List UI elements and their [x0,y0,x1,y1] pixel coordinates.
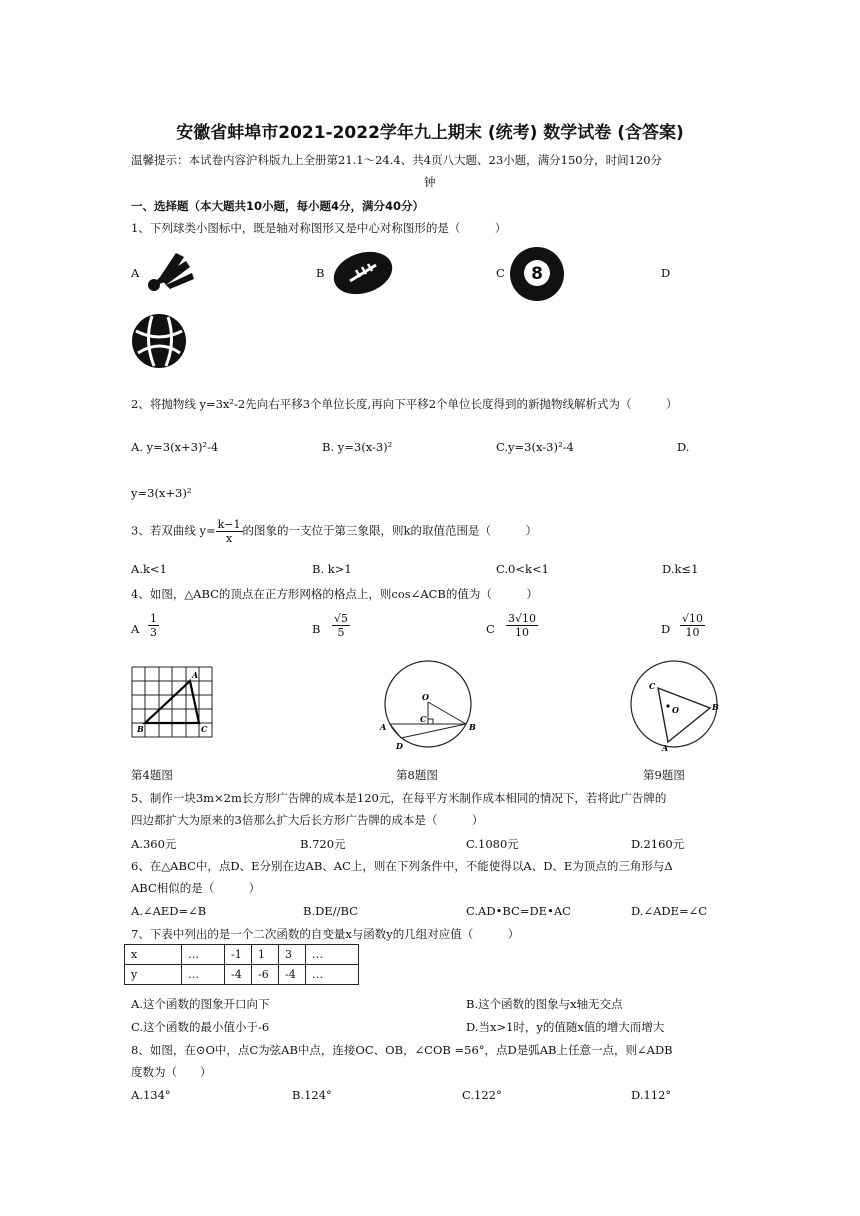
q8-line-1: 8、如图，在⊙O中，点C为弦AB中点，连接OC、OB，∠COB =56°，点D是弧AB上任意一点，则∠ADB [131,1043,673,1057]
q4-b-numerator: √5 [334,612,349,625]
q6-line-2: ABC相似的是（ ） [131,881,261,895]
figure-circle-q9 [624,658,728,754]
table-cell: 3 [279,945,306,965]
caption-fig9: 第9题图 [643,768,685,782]
page-title: 安徽省蚌埠市2021-2022学年九上期末 (统考) 数学试卷 (含答案) [176,123,684,143]
q5-option-d: D.2160元 [631,837,685,851]
q1-label-d: D [661,266,671,280]
q3-fraction-denominator: x [225,532,233,545]
q4-option-a [148,612,159,639]
q3-stem-suffix: 的图象的一支位于第三象限，则k的取值范围是（ ） [242,523,537,538]
q4-option-c [506,612,538,639]
q5-option-b: B.720元 [300,837,346,851]
q8-label-a: A [380,722,387,732]
q2-stem: 2、将抛物线 y=3x²-2先向右平移3个单位长度,再向下平移2个单位长度得到的新抛物线解析式为（ ） [131,397,678,411]
q4-c-denominator: 10 [515,626,529,639]
q7-option-b: B.这个函数的图象与x轴无交点 [466,997,623,1011]
shuttlecock-icon [146,247,198,291]
q3-option-b: B. k>1 [312,562,352,576]
q4-label-c: C [486,622,495,636]
grid-label-a: A [192,670,199,680]
q4-label-b: B [312,622,321,636]
q3-stem-prefix: 3、若双曲线 y= [131,523,216,538]
q6-option-b: B.DE//BC [303,904,358,918]
q6-option-c: C.AD•BC=DE•AC [466,904,571,918]
q8-option-a: A.134° [131,1088,171,1102]
q2-option-b: B. y=3(x-3)² [322,440,393,454]
q1-label-a: A [131,266,140,280]
q7-option-d: D.当x>1时，y的值随x值的增大而增大 [466,1020,665,1034]
q4-a-numerator: 1 [150,612,157,625]
q1-label-c: C [496,266,505,280]
table-cell: -6 [252,965,279,985]
q1-label-b: B [316,266,325,280]
q2-option-d-continued: y=3(x+3)² [131,486,192,500]
table-row [125,965,359,985]
q4-c-numerator: 3√10 [508,612,537,625]
q6-line-1: 6、在△ABC中，点D、E分别在边AB、AC上，则在下列条件中，不能使得以A、D、E为顶点的三角形与Δ [131,859,673,873]
q4-d-numerator: √10 [682,612,704,625]
q3-option-a: A.k<1 [131,562,167,576]
q6-option-d: D.∠ADE=∠C [631,904,708,918]
q6-option-a: A.∠AED=∠B [131,904,207,918]
q8-line-2: 度数为（ ） [131,1065,212,1079]
q3-option-d: D.k≤1 [662,562,699,576]
q8-label-d: D [396,741,403,751]
q4-label-d: D [661,622,671,636]
q4-label-a: A [131,622,140,636]
basketball-icon [130,313,188,369]
table-cell: -4 [225,965,252,985]
caption-fig4: 第4题图 [131,768,173,782]
figure-grid-triangle [128,662,216,752]
table-cell: x [125,945,182,965]
table-cell: … [306,965,359,985]
q4-a-denominator: 3 [150,626,157,639]
table-cell: -4 [279,965,306,985]
q8-option-d: D.112° [631,1088,672,1102]
rugby-ball-icon [332,248,394,298]
table-cell: y [125,965,182,985]
q5-option-a: A.360元 [131,837,177,851]
q9-label-o: O [672,705,679,715]
q7-value-table [124,944,359,985]
caption-fig8: 第8题图 [396,768,438,782]
q7-stem: 7、下表中列出的是一个二次函数的自变量x与函数y的几组对应值（ ） [131,927,520,941]
q8-label-b: B [469,722,476,732]
q4-option-d [680,612,705,639]
q8-label-c: C [420,714,427,724]
q5-option-c: C.1080元 [466,837,519,851]
q2-option-c: C.y=3(x-3)²-4 [496,440,574,454]
q2-option-a: A. y=3(x+3)²-4 [131,440,219,454]
q4-stem: 4、如图，△ABC的顶点在正方形网格的格点上，则cos∠ACB的值为（ ） [131,587,538,601]
q9-label-a: A [662,743,669,753]
q9-label-c: C [649,681,656,691]
q7-option-a: A.这个函数的图象开口向下 [131,997,270,1011]
q5-line-1: 5、制作一块3m×2m长方形广告牌的成本是120元，在每平方米制作成本相同的情况下，若将此广告牌的 [131,791,667,805]
q2-option-d: D. [677,440,690,454]
q5-line-2: 四边都扩大为原来的3倍那么扩大后长方形广告牌的成本是（ ） [131,813,484,827]
section-heading: 一、选择题（本大题共10小题，每小题4分，满分40分） [131,199,425,213]
table-cell: … [182,965,225,985]
billiard-ball-icon [509,246,565,302]
table-cell: 1 [252,945,279,965]
q1-stem: 1、下列球类小图标中，既是轴对称图形又是中心对称图形的是（ ） [131,221,507,235]
tip-line-2: 钟 [424,175,436,189]
q9-label-b: B [712,702,719,712]
grid-label-b: B [137,724,144,734]
figure-circle-q8 [376,658,482,754]
q8-option-b: B.124° [292,1088,332,1102]
table-cell: -1 [225,945,252,965]
q4-d-denominator: 10 [685,626,700,639]
table-cell: … [182,945,225,965]
tip-line-1: 温馨提示：本试卷内容沪科版九上全册第21.1～24.4、共4页八大题、23小题，满分150分，时间120分 [131,153,663,167]
q8-option-c: C.122° [462,1088,502,1102]
table-cell: … [306,945,359,965]
svg-text:8: 8 [531,264,543,284]
q3-fraction-numerator: k−1 [217,518,241,531]
grid-label-c: C [201,724,208,734]
q3-fraction [216,518,243,545]
q4-b-denominator: 5 [337,626,345,639]
q7-option-c: C.这个函数的最小值小于-6 [131,1020,270,1034]
q8-label-o: O [422,692,429,702]
q3-option-c: C.0<k<1 [496,562,549,576]
q3-stem [131,518,537,545]
table-row [125,945,359,965]
q4-option-b [332,612,350,639]
